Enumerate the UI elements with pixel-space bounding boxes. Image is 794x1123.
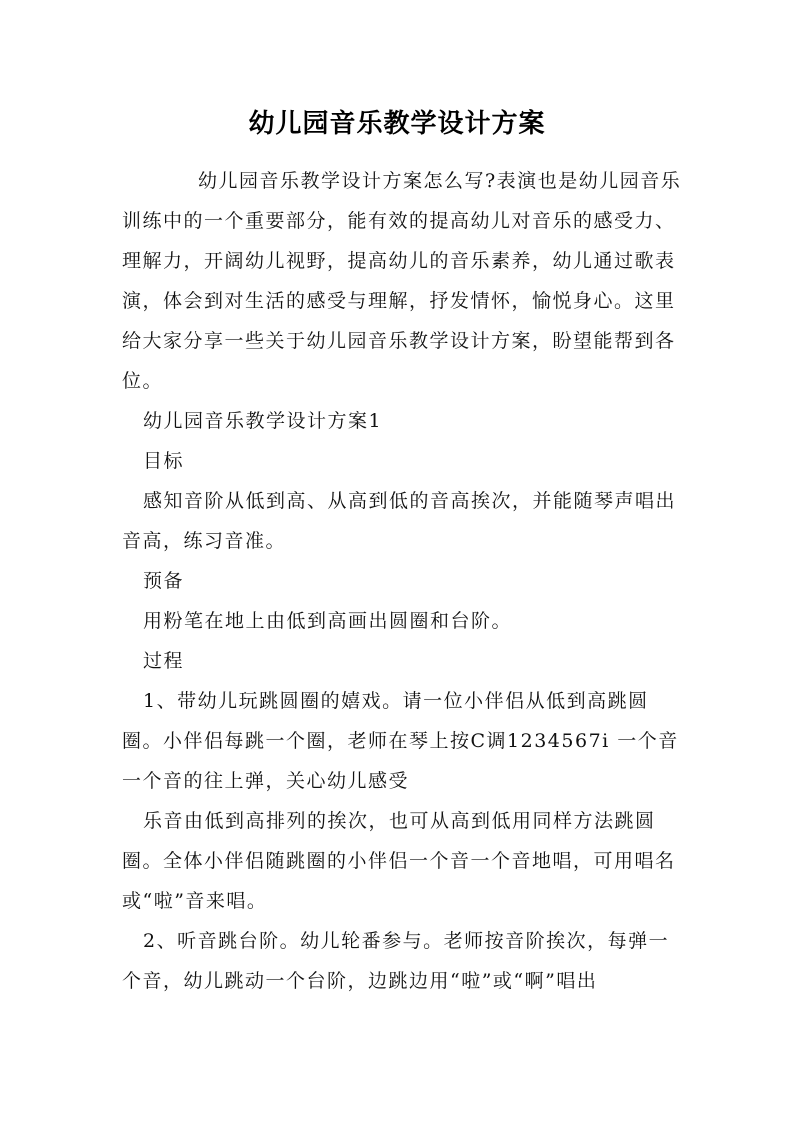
preparation-paragraph: 用粉笔在地上由低到高画出圆圈和台阶。 [143,610,513,632]
section-heading: 幼儿园音乐教学设计方案1 [143,410,383,432]
document-title: 幼儿园音乐教学设计方案 [248,109,546,139]
subheading-process: 过程 [143,650,185,672]
process-step-2: 2、听音跳台阶。幼儿轮番参与。老师按音阶挨次，每弹一个音，幼儿跳动一个台阶，边跳边用“啦”或“啊”唱出 [122,930,670,992]
subheading-preparation: 预备 [143,570,185,592]
document-body [122,161,682,1001]
process-step-1: 1、带幼儿玩跳圆圈的嬉戏。请一位小伴侣从低到高跳圆圈。小伴侣每跳一个圈，老师在琴上按C调1234567i 一个音一个音的往上弹，关心幼儿感受 [122,690,679,792]
intro-paragraph: 幼儿园音乐教学设计方案怎么写?表演也是幼儿园音乐训练中的一个重要部分，能有效的提高幼儿对音乐的感受力、理解力，开阔幼儿视野，提高幼儿的音乐素养，幼儿通过歌表演，体会到对生活的感受与理解，抒发情怀，愉悦身心。这里给大家分享一些关于幼儿园音乐教学设计方案，盼望能帮到各位。 [122,170,682,392]
process-step-1-continued: 乐音由低到高排列的挨次，也可从高到低用同样方法跳圆圈。全体小伴侣随跳圈的小伴侣一个音一个音地唱，可用唱名或“啦”音来唱。 [122,810,676,912]
goal-paragraph: 感知音阶从低到高、从高到低的音高挨次，并能随琴声唱出音高，练习音准。 [122,490,677,552]
subheading-goal: 目标 [143,450,185,472]
